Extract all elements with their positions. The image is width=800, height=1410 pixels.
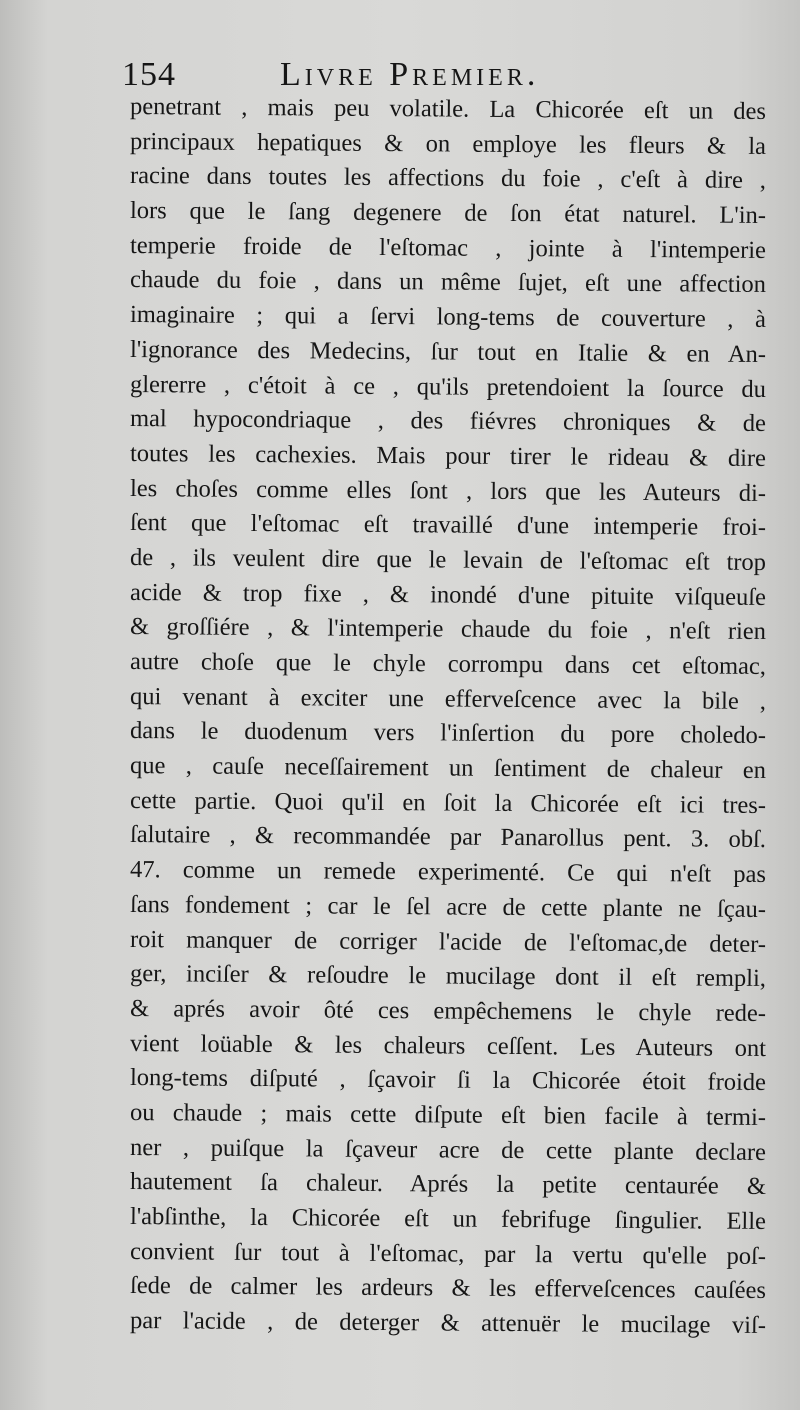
- text-line: acide & trop fixe , & inondé d'une pituite viſqueuſe: [129, 578, 767, 611]
- text-line: cette partie. Quoi qu'il en ſoit la Chicorée eſt ici tres-: [129, 786, 767, 819]
- text-line: & groſſiére , & l'intemperie chaude du foie , n'eſt rien: [129, 613, 767, 646]
- text-line: ger, inciſer & reſoudre le mucilage dont il eſt rempli,: [129, 960, 767, 993]
- text-line: vient loüable & les chaleurs ceſſent. Les Auteurs ont: [129, 1029, 767, 1062]
- text-line: long-tems diſputé , ſçavoir ſi la Chicorée étoit froide: [129, 1064, 767, 1097]
- text-line: ſans fondement ; car le ſel acre de cette plante ne ſçau-: [129, 890, 767, 923]
- text-line: 47. comme un remede experimenté. Ce qui n'eſt pas: [129, 856, 767, 889]
- text-line: roit manquer de corriger l'acide de l'eſtomac,de deter-: [129, 925, 767, 958]
- text-line: l'ignorance des Medecins, ſur tout en Italie & en An-: [129, 335, 767, 368]
- text-line: dans le duodenum vers l'inſertion du pore choledo-: [129, 717, 767, 750]
- text-line: ſede de calmer les ardeurs & les efferveſcences cauſées: [129, 1272, 767, 1305]
- text-line: que , cauſe neceſſairement un ſentiment de chaleur en: [129, 752, 767, 785]
- text-line: les choſes comme elles ſont , lors que les Auteurs di-: [129, 474, 767, 507]
- text-line: chaude du foie , dans un même ſujet, eſt une affection: [129, 266, 767, 299]
- text-line: glererre , c'étoit à ce , qu'ils pretendoient la ſource du: [129, 370, 767, 403]
- text-line: principaux hepatiques & on employe les fleurs & la: [129, 127, 767, 160]
- running-head: Livre Premier.: [280, 56, 540, 93]
- text-line: temperie froide de l'eſtomac , jointe à l'intemperie: [129, 231, 767, 264]
- text-line: mal hypocondriaque , des fiévres chroniques & de: [129, 405, 767, 438]
- text-line: par l'acide , de deterger & attenuër le mucilage viſ-: [129, 1307, 767, 1340]
- text-line: ſalutaire , & recommandée par Panarollus pent. 3. obſ.: [129, 821, 767, 854]
- text-line: lors que le ſang degenere de ſon état naturel. L'in-: [129, 197, 767, 230]
- text-line: ou chaude ; mais cette diſpute eſt bien facile à termi-: [129, 1098, 767, 1131]
- text-line: qui venant à exciter une efferveſcence avec la bile ,: [129, 682, 767, 715]
- text-line: ner , puiſque la ſçaveur acre de cette plante declare: [129, 1133, 767, 1166]
- text-line: convient ſur tout à l'eſtomac, par la vertu qu'elle poſ-: [129, 1237, 767, 1270]
- page-number: 154: [122, 56, 176, 93]
- text-line: toutes les cachexies. Mais pour tirer le rideau & dire: [129, 439, 767, 472]
- text-line: l'abſinthe, la Chicorée eſt un febrifuge ſingulier. Elle: [129, 1203, 767, 1235]
- body-text: [130, 90, 766, 1339]
- text-line: & aprés avoir ôté ces empêchemens le chyle rede-: [129, 994, 767, 1027]
- text-line: hautement ſa chaleur. Aprés la petite centaurée &: [129, 1168, 767, 1201]
- text-line: racine dans toutes les affections du foie , c'eſt à dire ,: [129, 162, 767, 195]
- text-line: penetrant , mais peu volatile. La Chicorée eſt un des: [129, 93, 767, 125]
- text-line: ſent que l'eſtomac eſt travaillé d'une intemperie froi-: [129, 509, 767, 542]
- text-line: autre choſe que le chyle corrompu dans cet eſtomac,: [129, 648, 767, 680]
- text-line: imaginaire ; qui a ſervi long-tems de couverture , à: [129, 301, 767, 334]
- text-line: de , ils veulent dire que le levain de l'eſtomac eſt trop: [129, 543, 767, 576]
